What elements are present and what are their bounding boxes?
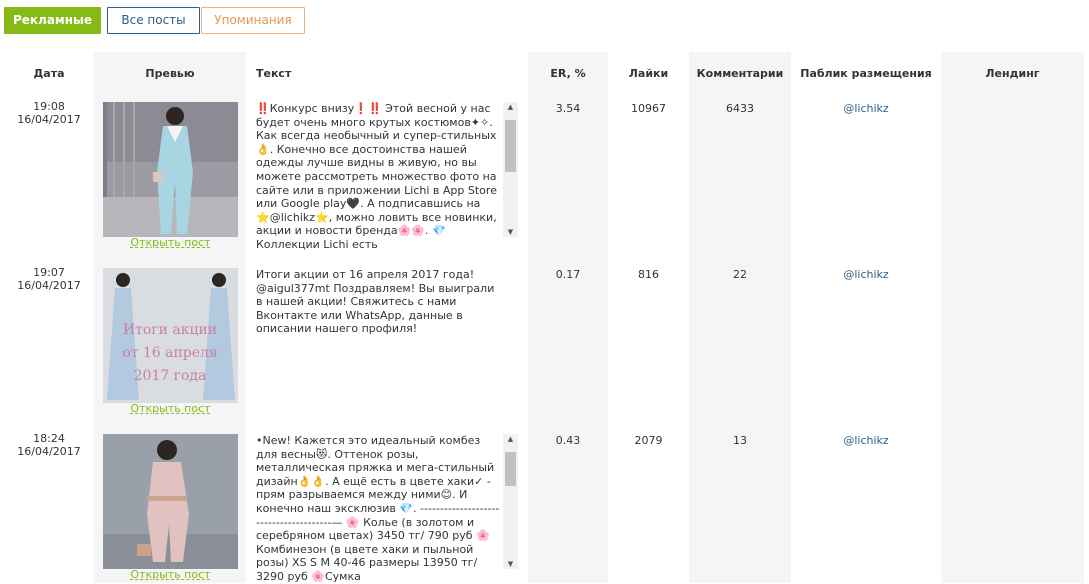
- post-day: 16/04/2017: [17, 113, 81, 126]
- text-scrollbar[interactable]: [503, 434, 518, 569]
- column-header-er[interactable]: ER, %: [550, 67, 586, 80]
- comments-column-bg: [689, 52, 791, 583]
- publisher-link[interactable]: @lichikz: [843, 268, 889, 281]
- post-day: 16/04/2017: [17, 445, 81, 458]
- scroll-down-icon[interactable]: ▼: [507, 560, 514, 568]
- column-header-text: Текст: [256, 67, 292, 80]
- column-header-landing: Лендинг: [985, 67, 1040, 80]
- post-preview-image[interactable]: [103, 268, 238, 403]
- image-caption-line-2: от 16 апреля: [122, 345, 218, 361]
- publisher-link[interactable]: @lichikz: [843, 102, 889, 115]
- er-column-bg: [528, 52, 608, 583]
- er-value: 0.17: [555, 268, 581, 281]
- scrollbar-thumb[interactable]: [505, 452, 516, 486]
- text-scrollbar[interactable]: [503, 102, 518, 237]
- open-post-link[interactable]: Открыть пост: [130, 402, 211, 415]
- post-preview-image[interactable]: [103, 102, 238, 237]
- tab-all-posts[interactable]: Все посты: [107, 7, 200, 34]
- tab-ads[interactable]: Рекламные: [4, 7, 101, 34]
- column-header-comments[interactable]: Комментарии: [696, 67, 784, 80]
- post-text-content: •New! Кажется это идеальный комбез для весны😻. Оттенок розы, металлическая пряжка и мега-стильный дизайн👌👌. А ещё есть в цвете хаки✓ - прям разрываемся между ними😊. И конечно наш эксклюзив 💎. ---------------------------------------— 🌸 Колье (в золотом и серебряном цветах) 3450 тг/ 790 руб 🌸Комбинезон (в цвете хаки и пыльной розы) XS S M 40-46 размеры 13950 тг/ 3290 руб 🌸Сумка: [256, 434, 500, 583]
- post-text-content: ‼️Конкурс внизу❗‼️ Этой весной у нас будет очень много крутых костюмов✦✧. Как всегда необычный и супер-стильных👌. Конечно все достоинства нашей одежды лучше видны в живую, но вы можете рассмотреть множество фото на сайте или в приложении Lichi в App Store или Google play🖤. А подписавшись на ⭐@lichikz⭐, можно ловить все новинки, акции и новости бренда🌸🌸. 💎 Коллекции Lichi есть: [256, 102, 497, 251]
- column-header-publisher: Паблик размещения: [800, 67, 932, 80]
- comments-value: 13: [733, 434, 747, 447]
- column-header-date[interactable]: Дата: [33, 67, 65, 80]
- post-time: 19:08: [33, 100, 65, 113]
- landing-column-bg: [941, 52, 1084, 583]
- likes-value: 816: [638, 268, 659, 281]
- scroll-up-icon[interactable]: ▲: [507, 103, 514, 111]
- post-text-content: Итоги акции от 16 апреля 2017 года! @aigul377mt Поздравляем! Вы выиграли в нашей акции! Свяжитесь с нами Вконтакте или WhatsApp, данные в описании нашего профиля!: [256, 268, 495, 336]
- er-value: 0.43: [555, 434, 581, 447]
- open-post-link[interactable]: Открыть пост: [130, 236, 211, 249]
- image-caption-line-3: 2017 года: [133, 368, 207, 384]
- likes-value: 10967: [631, 102, 666, 115]
- image-caption-line-1: Итоги акции: [122, 322, 218, 338]
- er-value: 3.54: [555, 102, 581, 115]
- comments-value: 6433: [726, 102, 754, 115]
- comments-value: 22: [733, 268, 747, 281]
- post-text[interactable]: [256, 102, 518, 251]
- column-header-likes[interactable]: Лайки: [628, 67, 669, 80]
- post-text[interactable]: [256, 268, 518, 403]
- scrollbar-thumb[interactable]: [505, 120, 516, 172]
- post-date: [4, 100, 94, 126]
- post-time: 18:24: [33, 432, 65, 445]
- tab-mentions[interactable]: Упоминания: [201, 7, 305, 34]
- post-text[interactable]: [256, 434, 518, 583]
- post-date: [4, 266, 94, 292]
- post-day: 16/04/2017: [17, 279, 81, 292]
- likes-value: 2079: [634, 434, 663, 447]
- post-preview-image[interactable]: [103, 434, 238, 569]
- open-post-link[interactable]: Открыть пост: [130, 568, 211, 581]
- post-time: 19:07: [33, 266, 65, 279]
- scroll-up-icon[interactable]: ▲: [507, 435, 514, 443]
- column-header-preview: Превью: [145, 67, 195, 80]
- post-date: [4, 432, 94, 458]
- publisher-link[interactable]: @lichikz: [843, 434, 889, 447]
- scroll-down-icon[interactable]: ▼: [507, 228, 514, 236]
